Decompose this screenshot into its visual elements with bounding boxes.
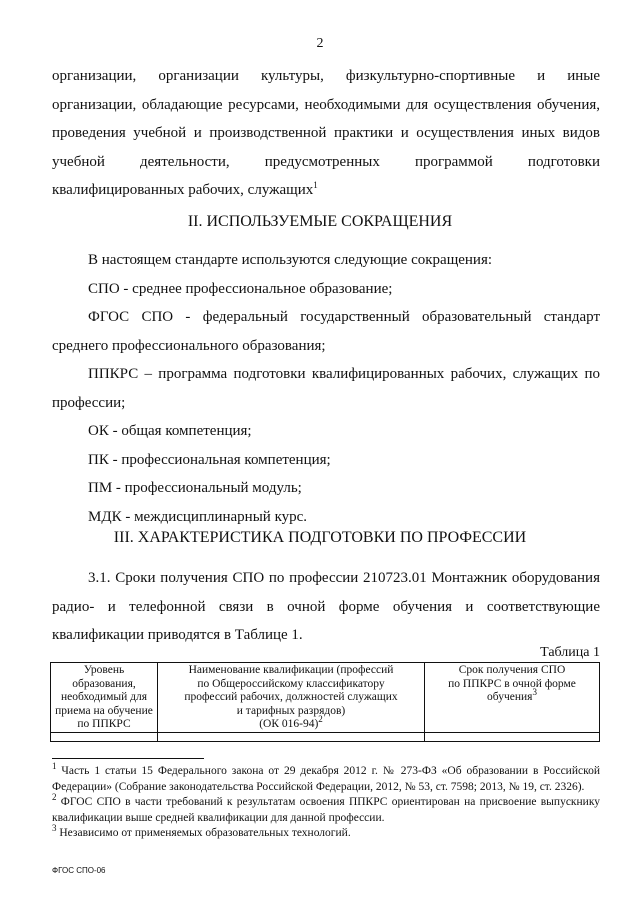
abbreviations-intro: В настоящем стандарте используются следующие сокращения: <box>88 252 493 268</box>
intro-line: организации, обладающие ресурсами, необходимыми для осуществления обучения, <box>52 96 600 113</box>
table-cell <box>425 732 600 741</box>
intro-line-text: квалифицированных рабочих, служащих <box>52 182 314 198</box>
table-cell <box>51 732 158 741</box>
intro-line: проведения учебной и производственной практики и осуществления иных видов <box>52 125 600 141</box>
intro-line: учебной деятельности, предусмотренных программой подготовки <box>52 153 600 170</box>
table-label: Таблица 1 <box>540 645 600 660</box>
abbr-fgos-line1: ФГОС СПО - федеральный государственный образовательный стандарт <box>88 309 600 325</box>
header-text: по ППКРС <box>77 718 131 730</box>
section-3-line: радио- и телефонной связи в очной форме обучения и соответствующие <box>52 598 600 615</box>
header-study-period <box>425 663 600 733</box>
section-3-line: квалификации приводятся в Таблице 1. <box>52 627 303 643</box>
footnote-mark: 2 <box>52 792 57 803</box>
intro-paragraph <box>52 62 600 205</box>
header-text: необходимый для <box>60 691 148 703</box>
abbreviations-list <box>52 246 600 531</box>
header-text: по Общероссийскому классификатору <box>197 677 385 690</box>
footnote-mark: 1 <box>52 761 57 772</box>
footnote-mark: 3 <box>52 823 57 834</box>
header-text: профессий рабочих, должностей служащих <box>184 691 398 703</box>
abbr-fgos-line2: среднего профессионального образования; <box>52 337 326 354</box>
abbr-ppkrs-line2: профессии; <box>52 394 126 411</box>
section-3-line: 3.1. Сроки получения СПО по профессии 210723.01 Монтажник оборудования <box>88 570 600 586</box>
header-text: образования, <box>72 677 136 690</box>
abbr-spo: СПО - среднее профессиональное образование; <box>88 280 393 297</box>
header-text: Уровень <box>83 664 125 676</box>
footnote-3 <box>52 823 600 842</box>
footnote-2 <box>52 792 600 826</box>
header-text: Наименование квалификации (профессий <box>188 664 394 676</box>
footnote-text: Независимо от применяемых образовательных технологий. <box>56 827 351 839</box>
qualification-table <box>50 662 600 742</box>
footnotes <box>52 761 600 842</box>
abbr-pm: ПМ - профессиональный модуль; <box>88 480 302 496</box>
header-text-with-ref <box>161 714 421 732</box>
header-text: и тарифных разрядов) <box>236 704 346 717</box>
abbr-ok: ОК - общая компетенция; <box>88 423 252 439</box>
header-text: Срок получения СПО <box>458 664 566 676</box>
footnote-divider <box>52 758 204 759</box>
header-education-level <box>51 663 158 733</box>
footnote-ref-3: 3 <box>532 687 537 698</box>
page-number: 2 <box>316 36 324 51</box>
header-qualification-name <box>158 663 425 733</box>
header-text: по ППКРС в очной форме <box>448 677 576 690</box>
section-2-title: II. ИСПОЛЬЗУЕМЫЕ СОКРАЩЕНИЯ <box>187 213 453 230</box>
table-row <box>51 732 600 741</box>
footnote-ref-2: 2 <box>318 714 323 725</box>
footer-label: ФГОС СПО-06 <box>52 866 106 875</box>
header-text-with-ref <box>428 687 596 705</box>
abbr-mdk: МДК - междисциплинарный курс. <box>88 508 308 525</box>
abbr-ppkrs-line1: ППКРС – программа подготовки квалифицированных рабочих, служащих по <box>88 366 600 382</box>
intro-line-last <box>52 176 600 205</box>
section-3-title: III. ХАРАКТЕРИСТИКА ПОДГОТОВКИ ПО ПРОФЕССИИ <box>113 529 527 546</box>
header-text: (ОК 016-94) <box>259 718 319 730</box>
table-header-row <box>51 663 600 733</box>
intro-line: организации, организации культуры, физкультурно-спортивные и иные <box>52 68 600 84</box>
header-text: приема на обучение <box>55 704 153 717</box>
footnote-text: ФГОС СПО в части требований к результатам освоения ППКРС ориентирован на присвоение выпускнику квалификации выше средней квалификации для данной профессии. <box>52 796 600 824</box>
footnote-1 <box>52 761 600 795</box>
footnote-text: Часть 1 статьи 15 Федерального закона от 29 декабря 2012 г. № 273-ФЗ «Об образовании в Российской Федерации» (Собрание законодательства Российской Федерации, 2012, № 53, ст. 7598; 2013, № 19, ст. 2326). <box>52 765 600 793</box>
section-3-paragraph <box>52 564 600 650</box>
header-text: обучения <box>487 691 533 703</box>
abbr-pk: ПК - профессиональная компетенция; <box>88 451 331 468</box>
footnote-ref-1: 1 <box>313 180 318 190</box>
table-cell <box>158 732 425 741</box>
